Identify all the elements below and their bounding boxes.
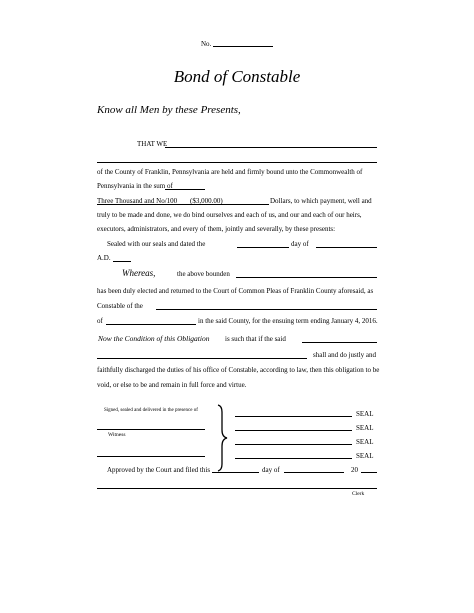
witness-line-1[interactable] [97, 429, 205, 430]
clerk-label: Clerk [352, 491, 365, 497]
paragraph-2c-rest: in the said County, for the ensuing term ending January 4, 2016. [198, 317, 378, 325]
paragraph-3a: shall and do justly and [313, 351, 376, 359]
amount-line[interactable] [97, 204, 269, 205]
seal-label-3: SEAL [356, 438, 374, 446]
ad-year-field[interactable] [113, 261, 131, 262]
document-subtitle: Know all Men by these Presents, [97, 104, 241, 116]
paragraph-1e: executors, administrators, and every of them, jointly and severally, by these presents: [97, 225, 336, 233]
amount-words: Three Thousand and No/100 [97, 197, 178, 205]
signer-line-4[interactable] [235, 458, 352, 459]
sum-blank[interactable] [165, 189, 205, 190]
amount-number: ($3,000.00) [190, 197, 223, 205]
bounden-field[interactable] [236, 277, 377, 278]
paragraph-2a: has been duly elected and returned to the Court of Common Pleas of Franklin County aforesaid, as [97, 287, 374, 295]
signer-line-3[interactable] [235, 444, 352, 445]
paragraph-3b: faithfully discharged the duties of his office of Constable, according to law, then this obligation to be [97, 366, 380, 374]
ad-label: A.D. [97, 254, 111, 262]
condition-label: Now the Condition of this Obligation [98, 334, 210, 343]
number-field[interactable] [213, 46, 273, 47]
condition-rest: is such that if the said [225, 335, 286, 343]
condition-name-field-2[interactable] [97, 358, 307, 359]
approved-day-of: day of [262, 466, 280, 474]
paragraph-1d: truly to be made and done, we do bind ourselves and each of us, and our and each of our heirs, [97, 211, 362, 219]
obligor-field-1[interactable] [165, 147, 377, 148]
condition-name-field-1[interactable] [302, 342, 377, 343]
approved-day-field[interactable] [212, 472, 259, 473]
paragraph-2c-of: of [97, 317, 103, 325]
that-we-label: THAT WE [137, 140, 168, 148]
constable-of-field[interactable] [156, 309, 377, 310]
paragraph-3c: void, or else to be and remain in full force and virtue. [97, 381, 247, 389]
clerk-signature-line[interactable] [97, 488, 377, 489]
signed-sealed-label: Signed, sealed and delivered in the presence of [104, 408, 198, 413]
paragraph-1a: of the County of Franklin, Pennsylvania are held and firmly bound unto the Commonwealth of [97, 168, 363, 176]
seal-label-2: SEAL [356, 424, 374, 432]
approved-month-field[interactable] [284, 472, 344, 473]
document-title: Bond of Constable [173, 67, 301, 86]
paragraph-1b: Pennsylvania in the sum of [97, 182, 173, 190]
curly-brace [212, 404, 230, 472]
witness-label: Witness [108, 432, 126, 438]
signer-line-1[interactable] [235, 416, 352, 417]
signer-line-2[interactable] [235, 430, 352, 431]
approved-year-prefix: 20 [351, 466, 358, 474]
sealed-month-field[interactable] [316, 247, 377, 248]
seal-label-4: SEAL [356, 452, 374, 460]
number-label: No. [201, 40, 212, 48]
witness-line-2[interactable] [97, 456, 205, 457]
sealed-day-of: day of [291, 240, 309, 248]
obligor-field-2[interactable] [97, 162, 377, 163]
paragraph-1c: Dollars, to which payment, well and [270, 197, 372, 205]
paragraph-2b: Constable of the [97, 302, 143, 310]
township-field[interactable] [106, 324, 196, 325]
sealed-label: Sealed with our seals and dated the [107, 240, 206, 248]
seal-label-1: SEAL [356, 410, 374, 418]
approved-year-field[interactable] [361, 472, 377, 473]
approved-label: Approved by the Court and filed this [107, 466, 211, 474]
sealed-day-field[interactable] [237, 247, 289, 248]
whereas-rest: the above bounden [177, 270, 230, 278]
whereas-label: Whereas, [122, 268, 156, 278]
